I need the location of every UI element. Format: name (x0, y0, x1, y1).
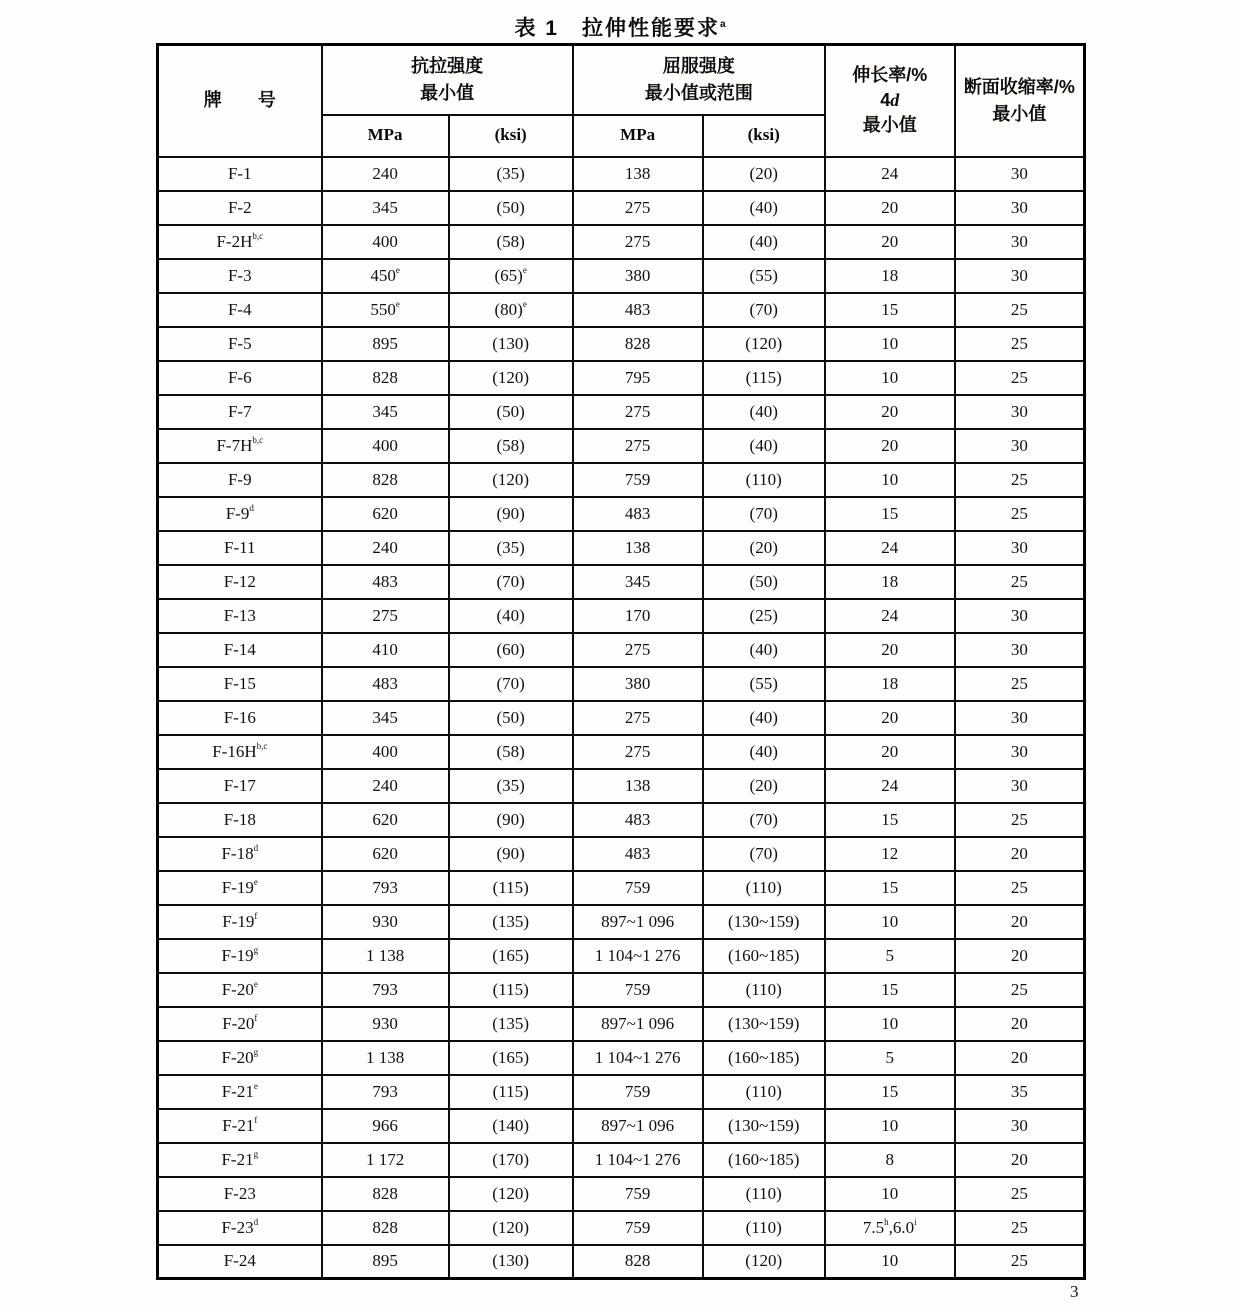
grade-cell: F-20$^g$ (158, 1041, 322, 1075)
table-row (158, 1075, 1085, 1109)
grade-cell: F-17 (158, 769, 322, 803)
elongation-cell: 10 (825, 361, 955, 395)
yield-ksi-cell: (110) (703, 973, 825, 1007)
header-elongation (825, 45, 955, 157)
tensile-ksi-cell: (135) (449, 905, 573, 939)
table-row (158, 565, 1085, 599)
elongation-cell: 12 (825, 837, 955, 871)
yield-mpa-cell: 275 (573, 735, 703, 769)
yield-ksi-cell: (70) (703, 837, 825, 871)
elongation-cell: 20 (825, 225, 955, 259)
grade-cell: F-20$^f$ (158, 1007, 322, 1041)
tensile-ksi-cell: (58) (449, 735, 573, 769)
table-row (158, 497, 1085, 531)
tensile-mpa-cell: 966 (322, 1109, 449, 1143)
yield-mpa-cell: 483 (573, 293, 703, 327)
tensile-mpa-cell: 895 (322, 327, 449, 361)
yield-ksi-cell: (40) (703, 701, 825, 735)
yield-mpa-cell: 275 (573, 191, 703, 225)
tensile-mpa-cell: 400 (322, 735, 449, 769)
grade-cell: F-9$^d$ (158, 497, 322, 531)
yield-ksi-cell: (160~185) (703, 1041, 825, 1075)
grade-cell: F-3 (158, 259, 322, 293)
elongation-cell: 18 (825, 565, 955, 599)
yield-mpa-cell: 1 104~1 276 (573, 1143, 703, 1177)
tensile-ksi-cell: (120) (449, 463, 573, 497)
yield-mpa-cell: 759 (573, 1211, 703, 1245)
elongation-cell: 20 (825, 633, 955, 667)
tensile-mpa-cell: 483 (322, 667, 449, 701)
header-reduction-of-area (955, 45, 1085, 157)
elongation-cell: 5 (825, 939, 955, 973)
reduction-cell: 20 (955, 905, 1085, 939)
elongation-cell: 10 (825, 463, 955, 497)
table-row (158, 293, 1085, 327)
tensile-mpa-cell: 793 (322, 871, 449, 905)
grade-cell: F-16 (158, 701, 322, 735)
yield-ksi-cell: (130~159) (703, 1109, 825, 1143)
yield-ksi-cell: (55) (703, 667, 825, 701)
yield-mpa-cell: 483 (573, 837, 703, 871)
table-row (158, 1041, 1085, 1075)
elongation-cell: 8 (825, 1143, 955, 1177)
table-row (158, 395, 1085, 429)
elongation-cell: 24 (825, 769, 955, 803)
tensile-ksi-cell: (58) (449, 429, 573, 463)
tensile-mpa-cell: 895 (322, 1245, 449, 1279)
grade-cell: $F-7H^{b,c}$ (158, 429, 322, 463)
table-row (158, 667, 1085, 701)
elongation-cell: 5 (825, 1041, 955, 1075)
tensile-mpa-cell: 450e (322, 259, 449, 293)
table-row (158, 871, 1085, 905)
table-row (158, 599, 1085, 633)
elongation-cell: 15 (825, 871, 955, 905)
header-reduction-line1: 断面收缩率/% (963, 76, 1075, 97)
yield-ksi-cell: (110) (703, 463, 825, 497)
table-row (158, 225, 1085, 259)
yield-ksi-cell: (55) (703, 259, 825, 293)
elongation-cell: 20 (825, 395, 955, 429)
yield-ksi-cell: (40) (703, 429, 825, 463)
header-yield-mpa: MPa (573, 115, 703, 157)
reduction-cell: 25 (955, 361, 1085, 395)
reduction-cell: 25 (955, 327, 1085, 361)
tensile-ksi-cell: $(80)^e$ (449, 293, 573, 327)
tensile-ksi-cell: (140) (449, 1109, 573, 1143)
tensile-ksi-cell: (60) (449, 633, 573, 667)
grade-cell: F-6 (158, 361, 322, 395)
tensile-ksi-cell: (165) (449, 1041, 573, 1075)
tensile-mpa-cell: 1 172 (322, 1143, 449, 1177)
yield-mpa-cell: 759 (573, 871, 703, 905)
tensile-ksi-cell: (90) (449, 837, 573, 871)
grade-cell: F-21e (158, 1075, 322, 1109)
reduction-cell: 30 (955, 259, 1085, 293)
yield-mpa-cell: 759 (573, 1177, 703, 1211)
reduction-cell: 20 (955, 1007, 1085, 1041)
tensile-ksi-cell: (50) (449, 395, 573, 429)
tensile-ksi-cell: (70) (449, 565, 573, 599)
grade-cell: F-18$^d$ (158, 837, 322, 871)
tensile-mpa-cell: 620 (322, 497, 449, 531)
table-row (158, 769, 1085, 803)
yield-mpa-cell: 897~1 096 (573, 1109, 703, 1143)
elongation-cell: 15 (825, 1075, 955, 1109)
yield-ksi-cell: (40) (703, 225, 825, 259)
header-tensile-strength (322, 45, 573, 115)
yield-ksi-cell: (70) (703, 293, 825, 327)
reduction-cell: 30 (955, 735, 1085, 769)
table-row (158, 463, 1085, 497)
grade-cell: F-1 (158, 157, 322, 191)
header-tensile-line2: 最小值 (420, 82, 475, 103)
grade-cell: F-19$^f$ (158, 905, 322, 939)
tensile-ksi-cell: (90) (449, 497, 573, 531)
header-yield-line2: 最小值或范围 (644, 82, 753, 103)
yield-mpa-cell: 483 (573, 497, 703, 531)
tensile-mpa-cell: 930 (322, 1007, 449, 1041)
reduction-cell: 25 (955, 565, 1085, 599)
yield-mpa-cell: 1 104~1 276 (573, 1041, 703, 1075)
elongation-cell: 10 (825, 1245, 955, 1279)
tensile-mpa-cell: 240 (322, 769, 449, 803)
header-yield-line1: 屈服强度 (662, 55, 735, 76)
tensile-ksi-cell: (120) (449, 361, 573, 395)
yield-ksi-cell: (40) (703, 735, 825, 769)
tensile-mpa-cell: 620 (322, 803, 449, 837)
elongation-cell: 15 (825, 803, 955, 837)
elongation-d: d (890, 90, 900, 111)
elongation-cell: 10 (825, 327, 955, 361)
elongation-cell: 10 (825, 905, 955, 939)
yield-ksi-cell: (110) (703, 1075, 825, 1109)
yield-mpa-cell: 275 (573, 395, 703, 429)
elongation-cell: 18 (825, 259, 955, 293)
tensile-requirements-table (156, 43, 1086, 1280)
yield-ksi-cell: (40) (703, 191, 825, 225)
grade-cell: F-7 (158, 395, 322, 429)
tensile-mpa-cell: 410 (322, 633, 449, 667)
tensile-ksi-cell: (115) (449, 1075, 573, 1109)
tensile-ksi-cell: (58) (449, 225, 573, 259)
table-row (158, 191, 1085, 225)
yield-mpa-cell: 275 (573, 633, 703, 667)
tensile-mpa-cell: 1 138 (322, 1041, 449, 1075)
page-number: 3 (1070, 1282, 1079, 1301)
reduction-cell: 20 (955, 837, 1085, 871)
reduction-cell: 30 (955, 701, 1085, 735)
reduction-cell: 30 (955, 157, 1085, 191)
table-row (158, 1211, 1085, 1245)
elongation-cell: 10 (825, 1007, 955, 1041)
tensile-ksi-cell: (130) (449, 1245, 573, 1279)
grade-cell: $F-2H^{b,c}$ (158, 225, 322, 259)
reduction-cell: 30 (955, 769, 1085, 803)
tensile-mpa-cell: 483 (322, 565, 449, 599)
tensile-ksi-cell: (170) (449, 1143, 573, 1177)
yield-ksi-cell: (110) (703, 1211, 825, 1245)
table-row (158, 157, 1085, 191)
table-row (158, 735, 1085, 769)
table-header (158, 45, 1085, 157)
reduction-cell: 25 (955, 667, 1085, 701)
header-yield-strength (573, 45, 825, 115)
tensile-ksi-cell: (120) (449, 1177, 573, 1211)
tensile-ksi-cell: (50) (449, 701, 573, 735)
yield-ksi-cell: (130~159) (703, 905, 825, 939)
table-row (158, 259, 1085, 293)
reduction-cell: 30 (955, 225, 1085, 259)
header-yield-ksi: (ksi) (703, 115, 825, 157)
grade-cell: F-4 (158, 293, 322, 327)
yield-mpa-cell: 380 (573, 259, 703, 293)
yield-mpa-cell: 138 (573, 157, 703, 191)
elongation-4: 4 (880, 90, 891, 111)
tensile-mpa-cell: 828 (322, 361, 449, 395)
grade-cell: F-9 (158, 463, 322, 497)
tensile-mpa-cell: 345 (322, 701, 449, 735)
yield-ksi-cell: (120) (703, 1245, 825, 1279)
header-tensile-line1: 抗拉强度 (411, 55, 484, 76)
tensile-mpa-cell: 828 (322, 463, 449, 497)
elongation-cell: 15 (825, 293, 955, 327)
tensile-ksi-cell: (35) (449, 769, 573, 803)
header-group-row (158, 45, 1085, 115)
yield-mpa-cell: 1 104~1 276 (573, 939, 703, 973)
reduction-cell: 25 (955, 293, 1085, 327)
reduction-cell: 25 (955, 1245, 1085, 1279)
table-title: 表 1 拉伸性能要求$^a$ (514, 17, 726, 40)
reduction-cell: 30 (955, 633, 1085, 667)
table-row (158, 429, 1085, 463)
reduction-cell: 30 (955, 395, 1085, 429)
tensile-mpa-cell: 345 (322, 191, 449, 225)
tensile-ksi-cell: (135) (449, 1007, 573, 1041)
header-reduction-line2: 最小值 (992, 103, 1047, 124)
grade-cell: F-23 (158, 1177, 322, 1211)
grade-cell: F-13 (158, 599, 322, 633)
yield-ksi-cell: (110) (703, 871, 825, 905)
reduction-cell: 25 (955, 973, 1085, 1007)
tensile-ksi-cell: (130) (449, 327, 573, 361)
reduction-cell: 25 (955, 1211, 1085, 1245)
table-row (158, 803, 1085, 837)
yield-mpa-cell: 138 (573, 769, 703, 803)
elongation-cell: 15 (825, 973, 955, 1007)
grade-cell: F-19e (158, 871, 322, 905)
table-row (158, 361, 1085, 395)
tensile-ksi-cell: (115) (449, 871, 573, 905)
yield-ksi-cell: (120) (703, 327, 825, 361)
yield-ksi-cell: (40) (703, 395, 825, 429)
reduction-cell: 30 (955, 429, 1085, 463)
header-elongation-line1: 伸长率/% (852, 65, 928, 86)
header-grade: 牌 号 (158, 45, 322, 157)
tensile-mpa-cell: 828 (322, 1177, 449, 1211)
yield-ksi-cell: (70) (703, 803, 825, 837)
grade-cell: $F-16H^{b,c}$ (158, 735, 322, 769)
tensile-ksi-cell: (35) (449, 157, 573, 191)
grade-cell: F-20e (158, 973, 322, 1007)
reduction-cell: 30 (955, 599, 1085, 633)
reduction-cell: 25 (955, 463, 1085, 497)
reduction-cell: 25 (955, 871, 1085, 905)
grade-cell: F-21$^f$ (158, 1109, 322, 1143)
yield-ksi-cell: (40) (703, 633, 825, 667)
table-body (158, 157, 1085, 1279)
grade-cell: F-23$^d$ (158, 1211, 322, 1245)
header-elongation-line2 (828, 89, 952, 112)
reduction-cell: 20 (955, 1041, 1085, 1075)
tensile-ksi-cell: (115) (449, 973, 573, 1007)
elongation-cell: 15 (825, 497, 955, 531)
grade-cell: F-11 (158, 531, 322, 565)
yield-ksi-cell: (70) (703, 497, 825, 531)
header-elongation-line3: 最小值 (862, 115, 917, 136)
elongation-cell: 20 (825, 429, 955, 463)
tensile-mpa-cell: 345 (322, 395, 449, 429)
tensile-ksi-cell: (50) (449, 191, 573, 225)
tensile-ksi-cell: (120) (449, 1211, 573, 1245)
header-tensile-ksi: (ksi) (449, 115, 573, 157)
tensile-mpa-cell: 240 (322, 157, 449, 191)
yield-mpa-cell: 275 (573, 701, 703, 735)
tensile-mpa-cell: 1 138 (322, 939, 449, 973)
table-row (158, 327, 1085, 361)
tensile-mpa-cell: 240 (322, 531, 449, 565)
tensile-mpa-cell: 400 (322, 225, 449, 259)
yield-mpa-cell: 275 (573, 225, 703, 259)
grade-cell: F-12 (158, 565, 322, 599)
tensile-ksi-cell: (40) (449, 599, 573, 633)
tensile-mpa-cell: 793 (322, 1075, 449, 1109)
yield-mpa-cell: 345 (573, 565, 703, 599)
reduction-cell: 25 (955, 1177, 1085, 1211)
elongation-cell: 20 (825, 191, 955, 225)
grade-cell: F-18 (158, 803, 322, 837)
elongation-cell: 20 (825, 701, 955, 735)
yield-mpa-cell: 170 (573, 599, 703, 633)
yield-ksi-cell: (50) (703, 565, 825, 599)
yield-ksi-cell: (160~185) (703, 939, 825, 973)
yield-ksi-cell: (160~185) (703, 1143, 825, 1177)
yield-mpa-cell: 759 (573, 1075, 703, 1109)
reduction-cell: 20 (955, 939, 1085, 973)
yield-mpa-cell: 138 (573, 531, 703, 565)
grade-cell: F-15 (158, 667, 322, 701)
yield-mpa-cell: 897~1 096 (573, 905, 703, 939)
yield-mpa-cell: 828 (573, 327, 703, 361)
tensile-mpa-cell: 793 (322, 973, 449, 1007)
table-row (158, 1007, 1085, 1041)
tensile-ksi-cell: (70) (449, 667, 573, 701)
yield-ksi-cell: (20) (703, 769, 825, 803)
elongation-cell: 7.5$^h$,6.0$^i$ (825, 1211, 955, 1245)
yield-ksi-cell: (20) (703, 531, 825, 565)
tensile-mpa-cell: 930 (322, 905, 449, 939)
table-row (158, 973, 1085, 1007)
table-row (158, 633, 1085, 667)
table-row (158, 1109, 1085, 1143)
table-row (158, 531, 1085, 565)
header-tensile-mpa: MPa (322, 115, 449, 157)
tensile-mpa-cell: 828 (322, 1211, 449, 1245)
yield-ksi-cell: (20) (703, 157, 825, 191)
reduction-cell: 30 (955, 531, 1085, 565)
tensile-mpa-cell: 620 (322, 837, 449, 871)
table-row (158, 1143, 1085, 1177)
table-row (158, 837, 1085, 871)
tensile-ksi-cell: (90) (449, 803, 573, 837)
tensile-mpa-cell: 550e (322, 293, 449, 327)
tensile-mpa-cell: 400 (322, 429, 449, 463)
yield-mpa-cell: 759 (573, 463, 703, 497)
tensile-ksi-cell: (165) (449, 939, 573, 973)
elongation-cell: 24 (825, 531, 955, 565)
table-row (158, 905, 1085, 939)
yield-mpa-cell: 483 (573, 803, 703, 837)
table-row (158, 939, 1085, 973)
elongation-cell: 18 (825, 667, 955, 701)
elongation-cell: 10 (825, 1109, 955, 1143)
grade-cell: F-19$^g$ (158, 939, 322, 973)
yield-mpa-cell: 275 (573, 429, 703, 463)
yield-ksi-cell: (25) (703, 599, 825, 633)
elongation-cell: 10 (825, 1177, 955, 1211)
table-row (158, 701, 1085, 735)
yield-mpa-cell: 897~1 096 (573, 1007, 703, 1041)
reduction-cell: 30 (955, 1109, 1085, 1143)
grade-cell: F-2 (158, 191, 322, 225)
table-row (158, 1245, 1085, 1279)
grade-cell: F-14 (158, 633, 322, 667)
yield-ksi-cell: (110) (703, 1177, 825, 1211)
tensile-mpa-cell: 275 (322, 599, 449, 633)
grade-cell: F-21$^g$ (158, 1143, 322, 1177)
reduction-cell: 25 (955, 803, 1085, 837)
table-row (158, 1177, 1085, 1211)
tensile-ksi-cell: (35) (449, 531, 573, 565)
elongation-cell: 24 (825, 599, 955, 633)
reduction-cell: 30 (955, 191, 1085, 225)
yield-mpa-cell: 828 (573, 1245, 703, 1279)
yield-ksi-cell: (115) (703, 361, 825, 395)
grade-cell: F-5 (158, 327, 322, 361)
elongation-cell: 24 (825, 157, 955, 191)
yield-mpa-cell: 380 (573, 667, 703, 701)
yield-mpa-cell: 759 (573, 973, 703, 1007)
elongation-cell: 20 (825, 735, 955, 769)
grade-cell: F-24 (158, 1245, 322, 1279)
yield-ksi-cell: (130~159) (703, 1007, 825, 1041)
reduction-cell: 20 (955, 1143, 1085, 1177)
reduction-cell: 35 (955, 1075, 1085, 1109)
tensile-ksi-cell: $(65)^e$ (449, 259, 573, 293)
yield-mpa-cell: 795 (573, 361, 703, 395)
reduction-cell: 25 (955, 497, 1085, 531)
